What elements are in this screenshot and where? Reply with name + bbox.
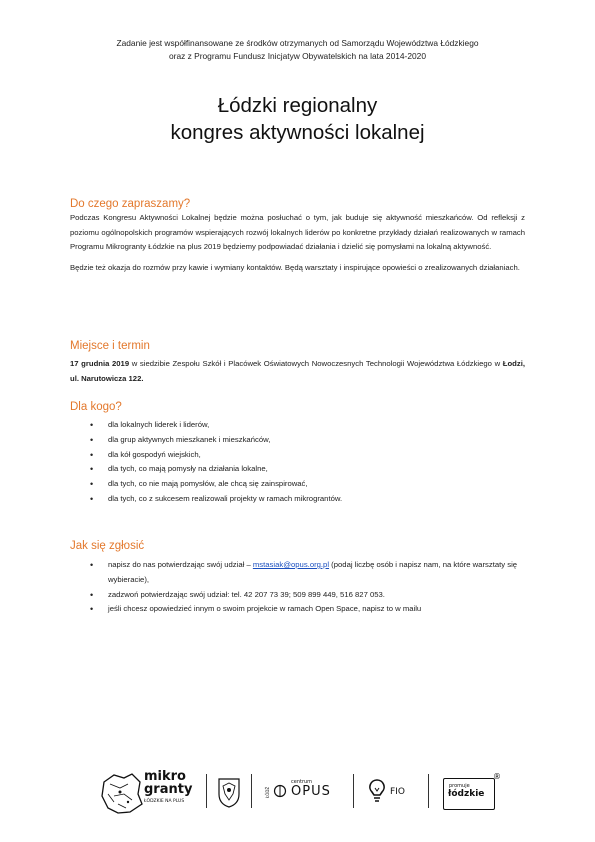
- bullet-icon: •: [90, 589, 94, 600]
- promuje-lodzkie-logo: [443, 772, 503, 810]
- mikrogranty-logo: [100, 768, 195, 818]
- lightbulb-icon: [368, 778, 386, 804]
- place-text: [70, 357, 525, 386]
- promuje-word: promuje: [449, 783, 470, 789]
- mikro-word: mikro: [144, 769, 186, 784]
- list-item: • dla lokalnych liderek i liderów,: [90, 418, 530, 433]
- section-heading-invitation: Do czego zapraszamy?: [70, 198, 191, 210]
- title-line1: Łódzki regionalny: [217, 94, 378, 117]
- bullet-icon: •: [90, 493, 94, 504]
- invitation-text: [70, 211, 525, 275]
- list-item: • dla tych, co mają pomysły na działania lokalne,: [90, 462, 530, 477]
- audience-list: [90, 418, 530, 507]
- section-heading-audience: Dla kogo?: [70, 401, 122, 413]
- list-item: • dla kół gospodyń wiejskich,: [90, 448, 530, 463]
- bullet-icon: •: [90, 479, 94, 490]
- bullet-icon: •: [90, 464, 94, 475]
- lodzkie-word: łódzkie: [448, 789, 485, 799]
- opus-big-word: OPUS: [291, 784, 331, 799]
- event-address: Łodzi, ul. Narutowicza 122.: [70, 359, 525, 383]
- bullet-icon: •: [90, 604, 94, 615]
- bullet-icon: •: [90, 420, 94, 430]
- opus-side-word: ŁÓDŹ: [265, 786, 270, 798]
- event-w: w: [494, 359, 503, 368]
- logo-divider: [428, 774, 429, 808]
- fio-logo: [368, 778, 418, 808]
- bullet-icon: •: [90, 449, 94, 460]
- invitation-paragraph-1: Podczas Kongresu Aktywności Lokalnej będzie można posłuchać o tym, jak buduje się aktywność mieszkańców. Od refleksji z poziomu ogólnopolskich programów wspierających rozwój lokalnych liderów po konkretne przykłady działań realizowanych w ramach Programu Mikrogranty Łódzkie na plus 2019 będziemy podpowiadać działania i dzielić się pomysłami na lokalną aktywność.: [70, 213, 525, 251]
- logo-divider: [206, 774, 207, 808]
- page-title: [0, 92, 595, 146]
- list-item: • jeśli chcesz opowiedzieć innym o swoim projekcie w ramach Open Space, napisz to w mailu: [90, 602, 520, 617]
- logo-divider: [353, 774, 354, 808]
- event-venue: w siedzibie Zespołu Szkół i Placówek Oświatowych Nowoczesnych Technologii Województwa Łódzkiego: [129, 359, 495, 368]
- list-item: • dla tych, co nie mają pomysłów, ale chcą się zainspirować,: [90, 477, 530, 492]
- bullet-icon: •: [90, 560, 94, 570]
- title-line2: kongres aktywności lokalnej: [170, 121, 425, 144]
- signup-list: [90, 558, 520, 617]
- section-heading-signup: Jak się zgłosić: [70, 540, 145, 552]
- funding-notice: [0, 37, 595, 63]
- funding-notice-line2: oraz z Programu Fundusz Inicjatyw Obywatelskich na lata 2014-2020: [169, 51, 426, 61]
- opus-small-word: centrum: [291, 779, 313, 785]
- funding-notice-line1: Zadanie jest współfinansowane ze środków otrzymanych od Samorządu Województwa Łódzkiego: [116, 38, 479, 48]
- list-item: • dla tych, co z sukcesem realizowali projekty w ramach mikrograntów.: [90, 492, 530, 507]
- registered-mark: ®: [493, 772, 501, 781]
- lodzkie-na-plus-word: ŁÓDZKIE NA PLUS: [144, 799, 185, 804]
- region-map-icon: [100, 772, 144, 816]
- opus-logo: [265, 776, 345, 810]
- email-link[interactable]: mstasiak@opus.org.pl: [252, 560, 330, 569]
- event-date: 17 grudnia 2019: [70, 359, 130, 368]
- logo-divider: [251, 774, 252, 808]
- fio-word: FIO: [390, 787, 405, 797]
- coat-of-arms-icon: [218, 778, 240, 808]
- bullet-icon: •: [90, 434, 94, 445]
- invitation-paragraph-2: Będzie też okazja do rozmów przy kawie i wymiany kontaktów. Będą warsztaty i inspirujące opowieści o zrealizowanych działaniach.: [70, 262, 520, 272]
- list-item: • dla grup aktywnych mieszkanek i mieszkańców,: [90, 433, 530, 448]
- opus-mark-icon: [273, 784, 287, 798]
- section-heading-place: Miejsce i termin: [70, 340, 150, 352]
- granty-word: granty: [144, 782, 193, 797]
- list-item: • zadzwoń potwierdzając swój udział: tel. 42 207 73 39; 509 899 449, 516 827 053.: [90, 588, 520, 603]
- list-item: • napisz do nas potwierdzając swój udział – mstasiak@opus.org.pl (podaj liczbę osób i napisz nam, na które warsztaty się wybieracie),: [90, 560, 518, 584]
- partner-logos: [100, 768, 520, 818]
